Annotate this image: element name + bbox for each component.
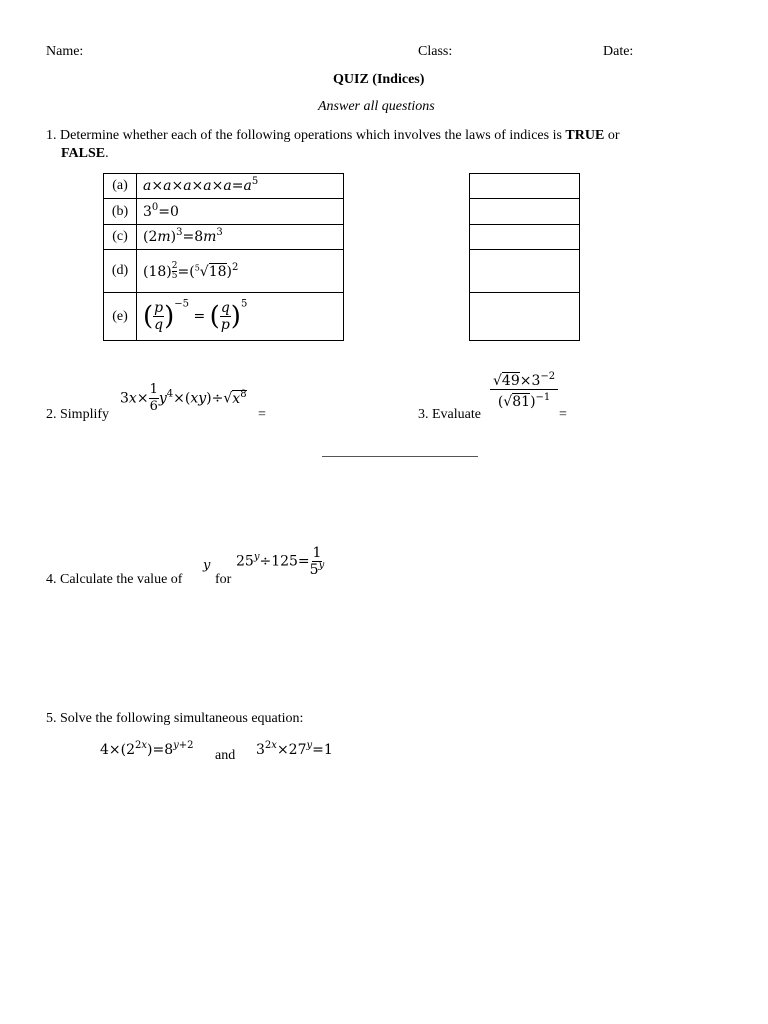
table-row xyxy=(104,293,344,341)
q1-text-line2 xyxy=(61,146,109,162)
q1-text-line1: 1. Determine whether each of the following operations which involves the laws of indices is xyxy=(46,128,566,143)
q2-label: 2. Simplify xyxy=(46,407,110,422)
q1-period: . xyxy=(105,146,109,161)
table-row xyxy=(104,199,344,225)
q2-equals: = xyxy=(258,407,266,422)
q4-label: 4. Calculate the value of xyxy=(46,572,183,587)
q1-statement-table xyxy=(103,173,344,341)
row-expression: $(2m)^3=8m^3$ xyxy=(137,225,344,250)
row-label: (b) xyxy=(104,199,137,225)
q4-for-word: for xyxy=(215,572,232,587)
table-row xyxy=(104,225,344,250)
row-label: (d) xyxy=(104,250,137,293)
q1-answer-table xyxy=(469,173,580,341)
q5-label: 5. Solve the following simultaneous equation: xyxy=(46,711,304,726)
table-row xyxy=(104,250,344,293)
answer-cell[interactable] xyxy=(470,293,580,341)
answer-cell[interactable] xyxy=(470,199,580,225)
row-expression: ( $\frac{p}{q}$ )$^{-5}$ = ( $\frac{q}{p}$ )$^5$ xyxy=(137,293,344,341)
q2-expression: 3x× $\frac{1}{6}$ $y^4\times(xy)\div√x^8$ xyxy=(120,382,247,414)
q4-variable: y xyxy=(203,558,211,573)
answer-cell[interactable] xyxy=(470,225,580,250)
row-label: (c) xyxy=(104,225,137,250)
page-subtitle: Answer all questions xyxy=(318,99,435,114)
q5-and-word: and xyxy=(215,748,236,763)
page-title: QUIZ (Indices) xyxy=(333,72,425,87)
class-label: Class: xyxy=(418,44,453,59)
row-expression: (18) $\frac{2}{5}$ $=(^5√18)^2$ xyxy=(137,250,344,293)
table-row xyxy=(104,174,344,199)
date-label: Date: xyxy=(603,44,634,59)
q1-true-word: TRUE xyxy=(565,128,605,143)
row-expression: $3^0=0$ xyxy=(137,199,344,225)
name-label: Name: xyxy=(46,44,84,59)
q5-equation-2: $3^{2x}\times 27^y=1$ xyxy=(256,740,333,758)
q3-label: 3. Evaluate xyxy=(418,407,481,422)
q3-expression: $\frac{√49\times 3^{-2}}{(√81)^{-1}}$ xyxy=(490,373,558,410)
q3-equals: = xyxy=(559,407,567,422)
row-expression: $a\times a\times a\times a\times a=a^5$ xyxy=(137,174,344,199)
answer-cell[interactable] xyxy=(470,174,580,199)
q5-equation-1: $4\times(2^{2x})=8^{y+2}$ xyxy=(100,740,194,758)
q1-text xyxy=(46,128,620,144)
row-label: (a) xyxy=(104,174,137,199)
row-label: (e) xyxy=(104,293,137,341)
q4-equation: $25^y\div 125=$ $\frac{1}{5^y}$ xyxy=(236,545,325,578)
q1-false-word: FALSE xyxy=(61,146,106,161)
answer-line xyxy=(322,456,478,457)
q1-or-word: or xyxy=(604,128,620,143)
answer-cell[interactable] xyxy=(470,250,580,293)
